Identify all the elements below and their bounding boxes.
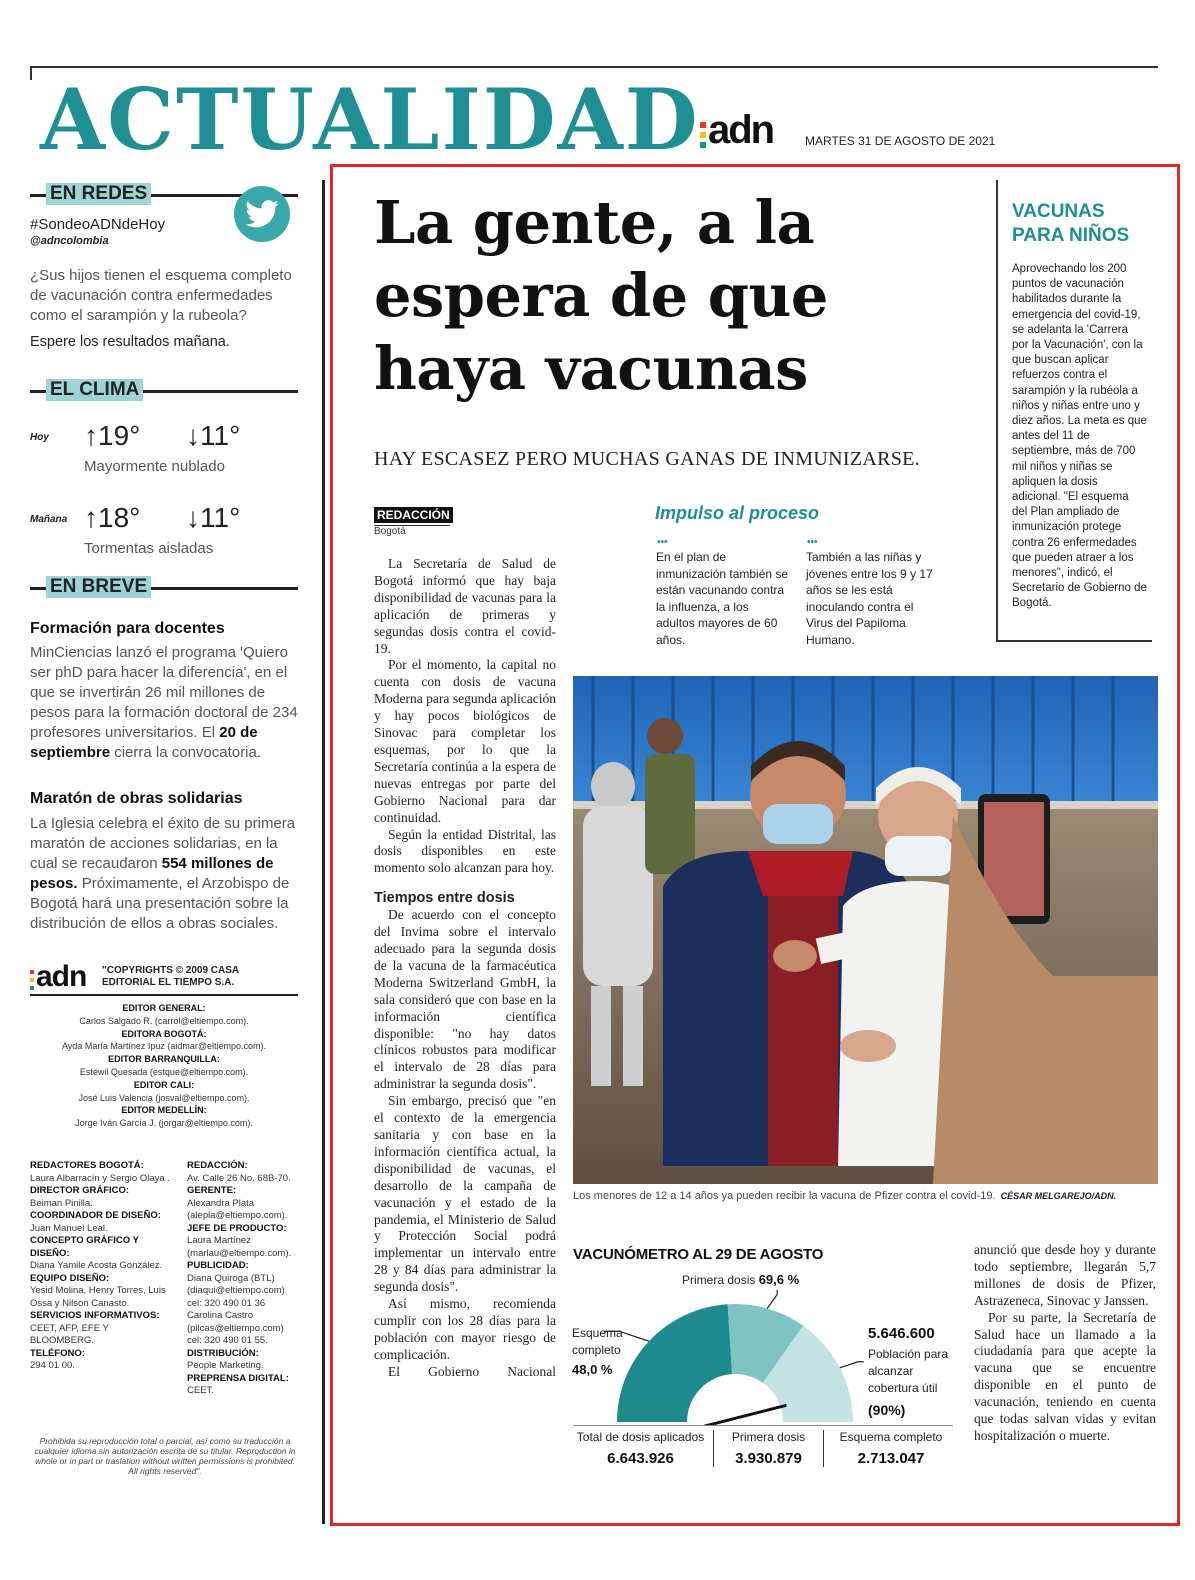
el-clima-label: EL CLIMA [46,379,143,401]
brief-title: Maratón de obras solidarias [30,790,243,807]
article-column-3 [974,1242,1156,1445]
photo-credit: CÉSAR MELGAREJO/ADN. [1000,1191,1117,1201]
weather-min: ↓11° [186,502,241,533]
impulso-dots: ••• [657,537,668,548]
brief-text: MinCiencias lanzó el programa 'Quiero ser phD para hacer la diferencia', en el que se invertirán 26 mil millones de pesos para la formación doctoral de 234 profesores universitarios. El 20 de septiembre cierra la convocatoria. [30,644,298,761]
weather-max: ↑18° [84,502,141,533]
chart-title: VACUNÓMETRO AL 29 DE AGOSTO [573,1246,824,1263]
masthead-entry: EDITOR MEDELLÍN: Jorge Iván García J. (jorgar@eltiempo.com). [75,1105,253,1129]
brand-logo [700,108,774,152]
copyright-text: "COPYRIGHTS © 2009 CASA EDITORIAL EL TIEMPO S.A. [102,965,239,988]
staff-entry: REDACTORES BOGOTÁ: Laura Albarracín y Sergio Olaya . [30,1160,170,1184]
chart-baseline [573,1425,953,1426]
adn-logo-small [30,960,87,993]
staff-right [187,1160,299,1398]
legal-notice: Prohibida su reproducción total o parcial, así como su traducción a cualquier idioma sin autorización escrita de su titular. Reproduction in whole or in part or traslation without written permissions is prohibited. All rights reserved". [34,1436,296,1476]
poll-footer: Espere los resultados mañana. [30,334,230,350]
gauge-chart [600,1290,870,1425]
masthead-entry: EDITOR CALI: José Luis Valencia (josval@eltiempo.com). [78,1079,250,1103]
en-breve-heading [30,576,298,598]
masthead-entry: EDITORA BOGOTÁ: Ayda María Martínez Ipuz (aidmar@eltiempo.com). [61,1028,267,1052]
paragraph: Así mismo, recomienda cumplir con los 28 días para la población con mayor riesgo de complicación. [374,1296,556,1362]
brand-name: adn [708,108,774,152]
hashtag[interactable]: #SondeoADNdeHoy [30,216,166,233]
weather-day-label: Mañana [30,514,68,525]
weather-today [30,420,300,480]
staff-entry: CONCEPTO GRÁFICO Y DISEÑO: Diana Yamile Acosta González. [30,1235,163,1271]
total-label: Esquema completo [839,1430,943,1444]
target-label: Población para alcanzar cobertura útil [868,1347,949,1395]
staff-entry: JEFE DE PRODUCTO: Laura Martínez (marlau@eltiempo.com). [187,1222,292,1259]
total-label: Primera dosis [731,1430,806,1444]
weather-desc: Mayormente nublado [84,458,225,475]
el-clima-heading [30,379,298,401]
first-dose-pct: 69,6 % [758,1272,800,1287]
weather-tomorrow [30,502,300,562]
issue-date: MARTES 31 DE AGOSTO DE 2021 [805,134,996,148]
staff-entry: PREPRENSA DIGITAL: CEET. [187,1372,289,1396]
weather-desc: Tormentas aisladas [84,540,214,557]
byline-block [374,506,453,537]
total-cell [824,1430,958,1467]
en-redes-label: EN REDES [46,183,151,205]
paragraph: La Secretaría de Salud de Bogotá informó que hay baja disponibilidad de vacunas para la aplicación de primeras y segundas dosis contra el covid-19. [374,556,556,656]
masthead-entry: EDITOR BARRANQUILLA: Estéwil Quesada (estque@eltiempo.com). [79,1054,249,1077]
complete-label: Esquema completo [572,1326,623,1357]
twitter-handle[interactable]: @adncolombia [30,235,109,247]
masthead-entry: EDITOR GENERAL: Carlos Salgado R. (carrol@eltiempo.com). [79,1003,249,1026]
staff-entry: COORDINADOR DE DISEÑO: Juan Manuel Leal. [30,1210,161,1234]
photo-illustration [573,676,1158,1184]
masthead [30,1002,298,1130]
kids-box-title: VACUNAS PARA NIÑOS [1012,201,1130,246]
twitter-icon[interactable] [234,186,290,242]
impulso-col-1: En el plan de inmunización también se están vacunando contra la influenza, a los adultos mayores de 60 años. [656,550,789,647]
header-left-tick [30,66,32,80]
brief-title: Formación para docentes [30,620,225,637]
paragraph: anunció que desde hoy y durante todo septiembre, llegarán 5,7 millones de dosis de Pfizer, Astrazeneca, Sinovac y Janssen. [974,1242,1156,1308]
target-value: 5.646.600 [868,1325,935,1342]
paragraph: Por su parte, la Secretaría de Salud hace un llamado a la ciudadanía para que acepte la vacuna que se encuentre disponible en el punto de vacunación, teniendo en cuenta que todas salvan vidas y evitan hospitalización o muerte. [974,1309,1156,1443]
target-leader [840,1362,864,1368]
staff-entry: EQUIPO DISEÑO: Yesid Molina, Henry Torres, Luis Ossa y Nilson Canasto. [30,1272,166,1309]
byline-location: Bogotá [374,525,450,537]
weather-max: ↑19° [84,420,141,451]
deck: HAY ESCASEZ PERO MUCHAS GANAS DE INMUNIZARSE. [374,448,920,470]
paragraph: De acuerdo con el concepto del Invima sobre el intervalo adecuado para la segunda dosis de la vacuna de la farmacéutica Moderna Switzerland GmbH, la sala consideró que con base en la información científica disponible: "no hay datos clínicos robustos para modificar el intervalo de 28 días para administrar la segunda dosis". [374,907,556,1092]
kids-box-text: Aprovechando los 200 puntos de vacunación habilitados durante la emergencia del covid-19, se adelanta la 'Carrera por la Vacunación', con la que buscan aplicar refuerzos contra el sarampión y la rubéola a niños y niñas entre uno y diez años. La meta es que antes del 11 de septiembre, más de 700 mil niños y niñas se apliquen la dosis adicional. "El esquema del Plan ampliado de inmunización protege contra 26 enfermedades que pueden atraer a los menores", indicó, el Secretario de Gobierno de Bogotá. [1012,263,1147,610]
en-breve-label: EN BREVE [46,576,151,598]
photo-caption: Los menores de 12 a 14 años ya pueden recibir la vacuna de Pfizer contra el covid-19. CÉSAR MELGAREJO/ADN. [573,1190,1117,1202]
paragraph: Según la entidad Distrital, las dosis disponibles en este momento solo alcanzan para hoy. [374,826,556,876]
gauge-arc-complete [617,1304,732,1422]
staff-entry: DIRECTOR GRÁFICO: Beiman Pinilla. [30,1185,130,1209]
paragraph: El Gobierno Nacional [388,1363,556,1379]
total-value: 2.713.047 [857,1450,925,1467]
poll-question: ¿Sus hijos tienen el esquema completo de vacunación contra enfermedades como el sarampión y la rubeola? [30,267,292,324]
staff-entry: DISTRIBUCIÓN: People Marketing. [187,1347,264,1371]
column-divider [322,180,325,1524]
total-cell [714,1430,824,1467]
total-value: 6.643.926 [607,1450,674,1467]
first-dose-label: Primera dosis 69,6 % [682,1272,800,1287]
paragraph: Sin embargo, precisó que "en el contexto de la emergencia sanitaria y con base en la información científica actual, la disponibilidad de vacunas, el desarrollo de la campaña de vacunación y el estado de la pandemia, el Ministerio de Salud y Protección Social podrá implementar un intervalo entre 28 y 84 días para administrar la segunda dosis". [374,1093,556,1295]
brand-logo-bars [700,122,706,148]
target-pct: (90%) [868,1402,906,1418]
staff-left [30,1160,175,1373]
copyright-rule [30,994,298,996]
staff-entry: REDACCIÓN: Av. Calle 26 No. 68B-70. [187,1160,291,1184]
totals-row [568,1430,958,1467]
first-dose-leader [767,1290,777,1308]
impulso-title: Impulso al proceso [655,503,820,523]
byline: REDACCIÓN [374,507,453,523]
brand-name-small: adn [36,960,87,993]
article-photo [573,676,1158,1184]
header-top-rule [30,66,1158,68]
paragraph: Por el momento, la capital no cuenta con dosis de vacuna Moderna para segunda aplicación y hay pocos biológicos de Sinovac para completar los esquemas, por lo que la Secretaría continúa a la espera de nuevas entregas por parte del Gobierno Nacional para dar continuidad. [374,657,556,825]
staff-entry: PUBLICIDAD: Diana Quiroga (BTL) (diaqui@eltiempo.com) cel: 320 490 01 36 Carolina Castro (pilcas@eltiempo.com) cel: 320 490 01 55. [187,1260,285,1346]
brief-text: La Iglesia celebra el éxito de su primera maratón de acciones solidarias, en la cual se recaudaron 554 millones de pesos. Próximamente, el Arzobispo de Bogotá hará una presentación sobre la distribución de ellos a obras sociales. [30,815,296,932]
staff-entry: TELÉFONO: 294 01 00. [30,1347,85,1371]
staff-entry: GERENTE: Alexandra Plata (alepla@eltiempo.com). [187,1185,288,1221]
impulso-dots: ••• [807,537,818,548]
gauge-needle [704,1405,786,1425]
complete-pct: 48,0 % [572,1362,613,1377]
article-column-1 [374,556,556,1381]
impulso-col-2: También a las niñas y jóvenes entre los 9 y 17 años se les está inoculando contra el Virus del Papiloma Humano. [806,550,933,647]
total-label: Total de dosis aplicados [576,1430,705,1444]
total-cell [568,1430,714,1467]
weather-min: ↓11° [186,420,241,451]
weather-day-label: Hoy [30,432,49,443]
subhead: Tiempos entre dosis [374,890,515,907]
total-value: 3.930.879 [735,1450,802,1467]
section-title: ACTUALIDAD [40,70,700,169]
complete-leader [604,1331,649,1341]
staff-entry: SERVICIOS INFORMATIVOS: CEET, AFP, EFE Y BLOOMBERG. [30,1310,160,1346]
headline: La gente, a la espera de que haya vacunas [374,188,828,403]
